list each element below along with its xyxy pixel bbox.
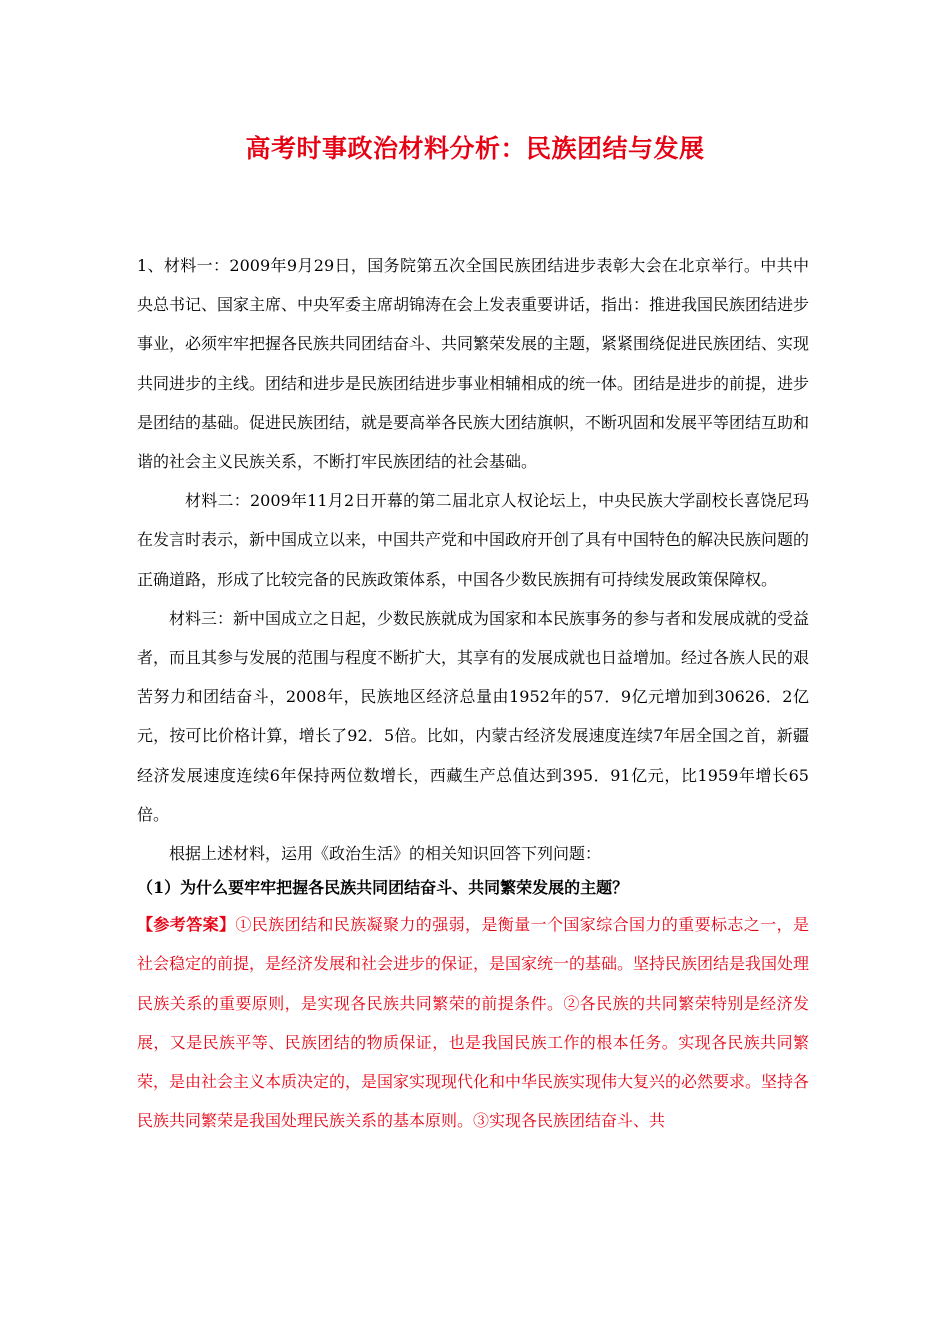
answer-one-paragraph (137, 905, 809, 1140)
document-title: 高考时事政治材料分析：民族团结与发展 (245, 134, 705, 163)
material-one-paragraph: 1、材料一：2009年9月29日，国务院第五次全国民族团结进步表彰大会在北京举行。中共中央总书记、国家主席、中央军委主席胡锦涛在会上发表重要讲话，指出：推进我国民族团结进步事业，必须牢牢把握各民族共同团结奋斗、共同繁荣发展的主题，紧紧围绕促进民族团结、实现共同进步的主线。团结和进步是民族团结进步事业相辅相成的统一体。团结是进步的前提，进步是团结的基础。促进民族团结，就是要高举各民族大团结旗帜，不断巩固和发展平等团结互助和谐的社会主义民族关系，不断打牢民族团结的社会基础。 (137, 256, 810, 472)
material-two-paragraph: 材料二：2009年11月2日开幕的第二届北京人权论坛上，中央民族大学副校长喜饶尼玛在发言时表示，新中国成立以来，中国共产党和中国政府开创了具有中国特色的解决民族问题的正确道路，形成了比较完备的民族政策体系，中国各少数民族拥有可持续发展政策保障权。 (137, 491, 810, 589)
material-three-paragraph: 材料三：新中国成立之日起，少数民族就成为国家和本民族事务的参与者和发展成就的受益者，而且其参与发展的范围与程度不断扩大，其享有的发展成就也日益增加。经过各族人民的艰苦努力和团结奋斗，2008年，民族地区经济总量由1952年的57．9亿元增加到30626．2亿元，按可比价格计算，增长了92．5倍。比如，内蒙古经济发展速度连续7年居全国之首，新疆经济发展速度连续6年保持两位数增长，西藏生产总值达到395．91亿元，比1959年增长65倍。 (137, 608, 810, 824)
answer-label: 【参考答案】 (137, 915, 236, 935)
question-one: （1）为什么要牢牢把握各民族共同团结奋斗、共同繁荣发展的主题？ (137, 878, 629, 898)
instruction-paragraph: 根据上述材料，运用《政治生活》的相关知识回答下列问题： (169, 844, 602, 864)
answer-one-text: ①民族团结和民族凝聚力的强弱，是衡量一个国家综合国力的重要标志之一，是社会稳定的前提，是经济发展和社会进步的保证，是国家统一的基础。坚持民族团结是我国处理民族关系的重要原则，是实现各民族共同繁荣的前提条件。②各民族的共同繁荣特别是经济发展，又是民族平等、民族团结的物质保证，也是我国民族工作的根本任务。实现各民族共同繁荣，是由社会主义本质决定的，是国家实现现代化和中华民族实现伟大复兴的必然要求。坚持各民族共同繁荣是我国处理民族关系的基本原则。③实现各民族团结奋斗、共 (137, 915, 810, 1131)
document-body (137, 246, 809, 1140)
